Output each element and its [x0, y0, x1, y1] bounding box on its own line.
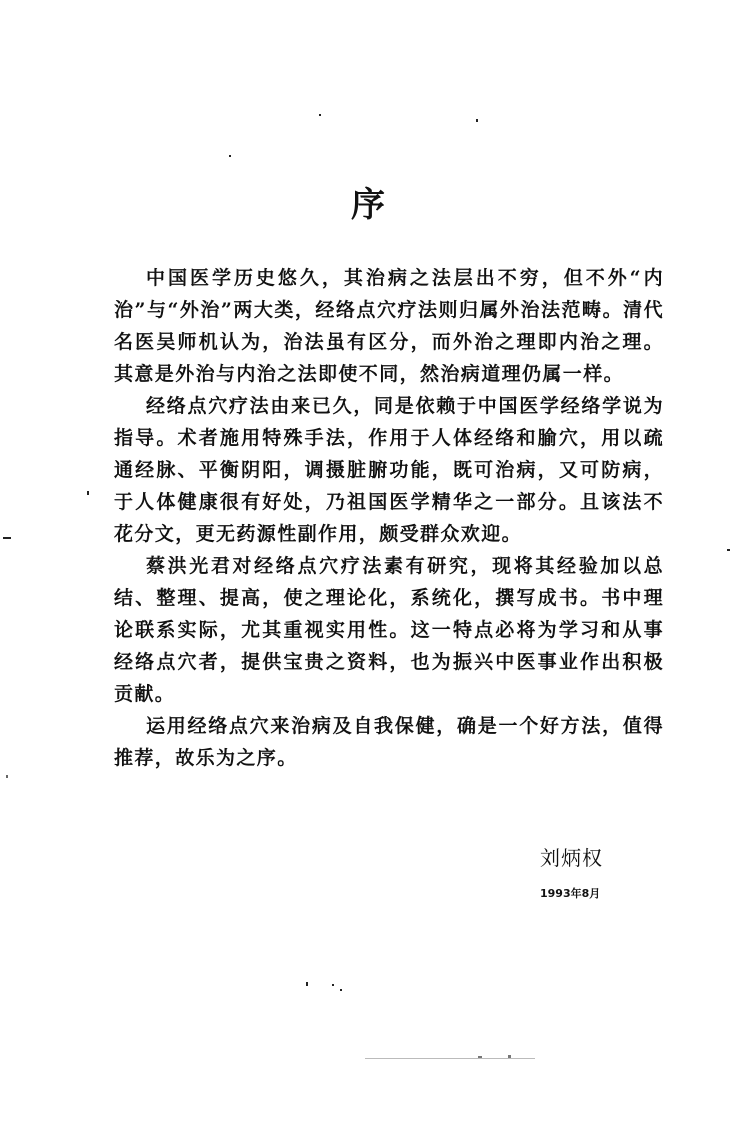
scan-speck [3, 537, 11, 539]
paragraph-1: 中国医学历史悠久，其治病之法层出不穷，但不外“内治”与“外治”两大类，经络点穴疗法则归属外治法范畴。清代名医吴师机认为，治法虽有区分，而外治之理即内治之理。其意是外治与内治之法即使不同，然治病道理仍属一样。 [114, 267, 664, 385]
scan-speck [319, 114, 321, 116]
scan-speck [87, 491, 89, 495]
signature-date: 1993年8月 [540, 887, 601, 900]
author-signature: 刘炳权 [540, 846, 603, 870]
scan-speck [229, 155, 231, 157]
preface-body [114, 262, 664, 774]
paragraph-2: 经络点穴疗法由来已久，同是依赖于中国医学经络学说为指导。术者施用特殊手法，作用于人体经络和腧穴，用以疏通经脉、平衡阴阳，调摄脏腑功能，既可治病，又可防病，于人体健康很有好处，乃祖国医学精华之一部分。且该法不花分文，更无药源性副作用，颇受群众欢迎。 [114, 395, 664, 545]
scan-speck [332, 984, 334, 986]
scan-speck [306, 982, 308, 986]
paragraph-4: 运用经络点穴来治病及自我保健，确是一个好方法，值得推荐，故乐为之序。 [114, 715, 664, 769]
scan-speck [508, 1055, 511, 1058]
scan-noise-line [365, 1058, 535, 1059]
scan-speck [340, 989, 342, 991]
paragraph-3: 蔡洪光君对经络点穴疗法素有研究，现将其经验加以总结、整理、提高，使之理论化，系统化，撰写成书。书中理论联系实际，尤其重视实用性。这一特点必将为学习和从事经络点穴者，提供宝贵之资料，也为振兴中医事业作出积极贡献。 [114, 555, 664, 705]
page-title: 序 [351, 184, 385, 225]
scan-speck [478, 1056, 482, 1058]
scan-speck [476, 119, 478, 122]
scan-speck [727, 549, 730, 551]
scan-speck [6, 775, 8, 778]
